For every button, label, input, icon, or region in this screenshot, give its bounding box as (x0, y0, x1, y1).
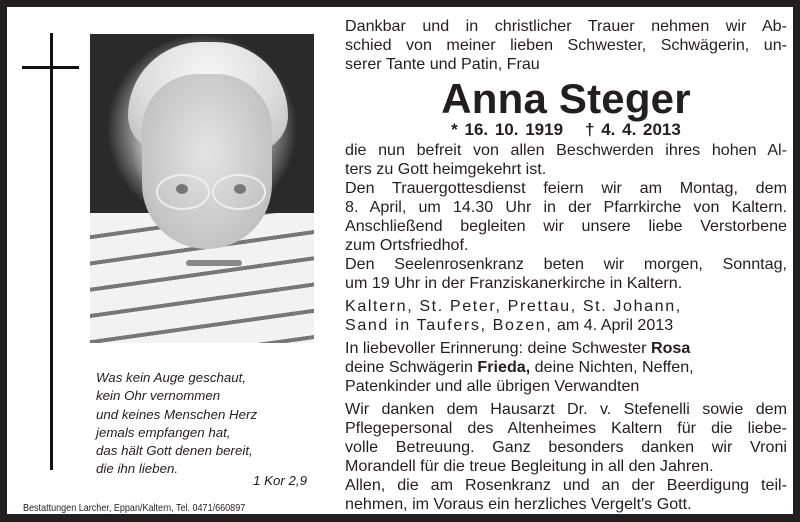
undertaker-credit: Bestattungen Larcher, Eppan/Kaltern, Tel. 0471/660897 (23, 502, 246, 514)
verse-line: das hält Gott denen bereit, (96, 443, 253, 459)
life-dates (345, 121, 787, 139)
mourners-line (345, 339, 787, 358)
place-line (345, 316, 787, 335)
mourners-line: Patenkinder und alle übrigen Verwandten (345, 377, 640, 395)
obituary-card (7, 7, 793, 514)
rosary-line: Den Seelenrosenkranz beten wir morgen, Sonntag, (345, 255, 787, 273)
mourners-text: In liebevoller Erinnerung: deine Schwester (345, 339, 651, 357)
place-line: Kaltern, St. Peter, Prettau, St. Johann, (345, 297, 682, 315)
thanks-line: Wir danken dem Hausarzt Dr. v. Stefenelli sowie dem (345, 400, 787, 418)
passage-line: ters zu Gott heimgekehrt ist. (345, 160, 547, 178)
birth-date: * 16. 10. 1919 (451, 120, 564, 139)
mourner-name: Frieda, (477, 358, 531, 376)
intro-line: Dankbar und in christlicher Trauer nehmen wir Ab- (345, 17, 787, 35)
verse-reference: 1 Kor 2,9 (253, 473, 307, 488)
intro-line: schied von meiner lieben Schwester, Schwägerin, un- (345, 36, 787, 54)
thanks-line: volle Betreuung. Ganz besonders danken wir Vroni (345, 438, 787, 456)
rosary-line: um 19 Uhr in der Franziskanerkirche in Kaltern. (345, 274, 683, 292)
verse-line: Was kein Auge geschaut, (96, 370, 247, 385)
verse-line: jemals empfangen hat, (96, 424, 231, 440)
intro-line: serer Tante und Patin, Frau (345, 55, 540, 73)
place-line-part: Sand in Taufers, Bozen, (345, 316, 553, 334)
thanks-line: nehmen, im Voraus ein herzliches Vergelt's Gott. (345, 495, 692, 513)
mourner-name: Rosa (650, 339, 691, 357)
verse-line: die ihn lieben. (96, 461, 179, 477)
thanks-line: Morandell für die treue Begleitung in all den Jahren. (345, 457, 714, 475)
funeral-line: 8. April, um 14.30 Uhr in der Pfarrkirche von Kaltern. (345, 198, 787, 216)
mourners-text: deine Schwägerin (345, 358, 478, 376)
passage-line: die nun befreit von allen Beschwerden ihres hohen Al- (345, 141, 787, 159)
photo-eye (234, 184, 246, 194)
place-date: am 4. April 2013 (556, 316, 674, 334)
funeral-line: Den Trauergottesdienst feiern wir am Montag, dem (345, 179, 787, 197)
deceased-name: Anna Steger (441, 75, 691, 122)
cross-bar (22, 66, 79, 69)
verse-line: kein Ohr vernommen (96, 388, 221, 404)
death-date: † 4. 4. 2013 (585, 120, 681, 139)
mourners-line (345, 358, 787, 377)
mourners-text: deine Nichten, Neffen, (530, 358, 694, 376)
bible-verse (96, 369, 257, 479)
thanks-line: Allen, die am Rosenkranz und an der Beerdigung teil- (345, 476, 787, 494)
photo-eye (176, 184, 188, 194)
portrait-photo (90, 34, 314, 343)
photo-mouth (186, 260, 242, 266)
funeral-line: zum Ortsfriedhof. (345, 236, 469, 254)
photo-face (142, 74, 272, 249)
cross-icon (50, 33, 53, 470)
verse-line: und keines Menschen Herz (96, 406, 258, 422)
thanks-line: Pflegepersonal des Altenheimes Kaltern für die liebe- (345, 419, 787, 437)
obituary-text (345, 17, 787, 514)
funeral-line: Anschließend begleiten wir unsere liebe Verstorbene (345, 217, 787, 235)
